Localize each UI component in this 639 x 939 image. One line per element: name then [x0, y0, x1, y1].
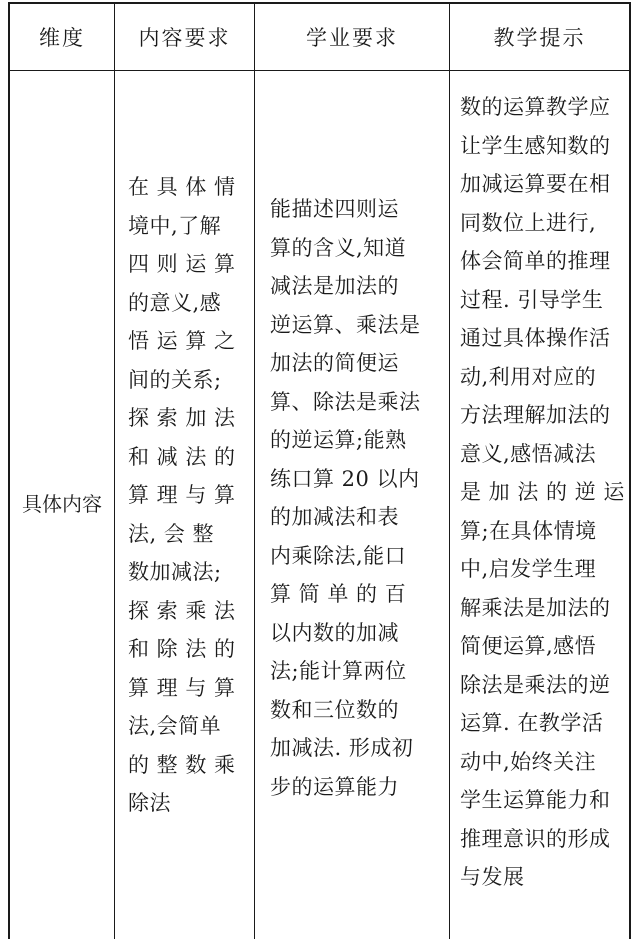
column-border-left — [8, 2, 10, 939]
header-academic-requirements: 学业要求 — [306, 26, 398, 50]
header-dimension: 维度 — [39, 26, 85, 50]
header-teaching-tips: 教学提示 — [493, 26, 586, 50]
cell-dimension: 具体内容 — [22, 492, 102, 516]
header-content-requirements: 内容要求 — [138, 26, 231, 50]
column-border-2 — [254, 2, 255, 939]
column-border-right — [629, 2, 631, 939]
cell-academic-requirements: 能描述四则运 算的含义,知道 减法是加法的 逆运算、乘法是 加法的简便运 算、除法是乘法 的逆运算;能熟 练口算 20 以内 的加减法和表 内乘除法,能口 算 简 单 的 百 以内数的加减 法;能计算两位 数和三位数的 加减法. 形成初 步的运算能力 — [270, 197, 421, 799]
column-border-1 — [114, 2, 115, 939]
curriculum-table — [8, 0, 639, 939]
column-border-3 — [449, 2, 450, 939]
cell-teaching-tips: 数的运算教学应 让学生感知数的 加减运算要在相 同数位上进行, 体会简单的推理 过程. 引导学生 通过具体操作活 动,利用对应的 方法理解加法的 意义,感悟减法 是 加 法 的 逆 运 算;在具体情境 中,启发学生理 解乘法是加法的 简便运算,感悟 除法是乘法的逆 运算. 在教学活 动中,始终关注 学生运算能力和 推理意识的形成 与发展 — [460, 95, 625, 889]
header-divider — [8, 70, 631, 71]
cell-content-requirements: 在 具 体 情 境中,了解 四 则 运 算 的意义,感 悟 运 算 之 间的关系; 探 索 加 法 和 减 法 的 算 理 与 算 法, 会 整 数加减法; 探 索 乘 法 和 除 法 的 算 理 与 算 法,会简单 的 整 数 乘 除法 — [128, 175, 236, 815]
